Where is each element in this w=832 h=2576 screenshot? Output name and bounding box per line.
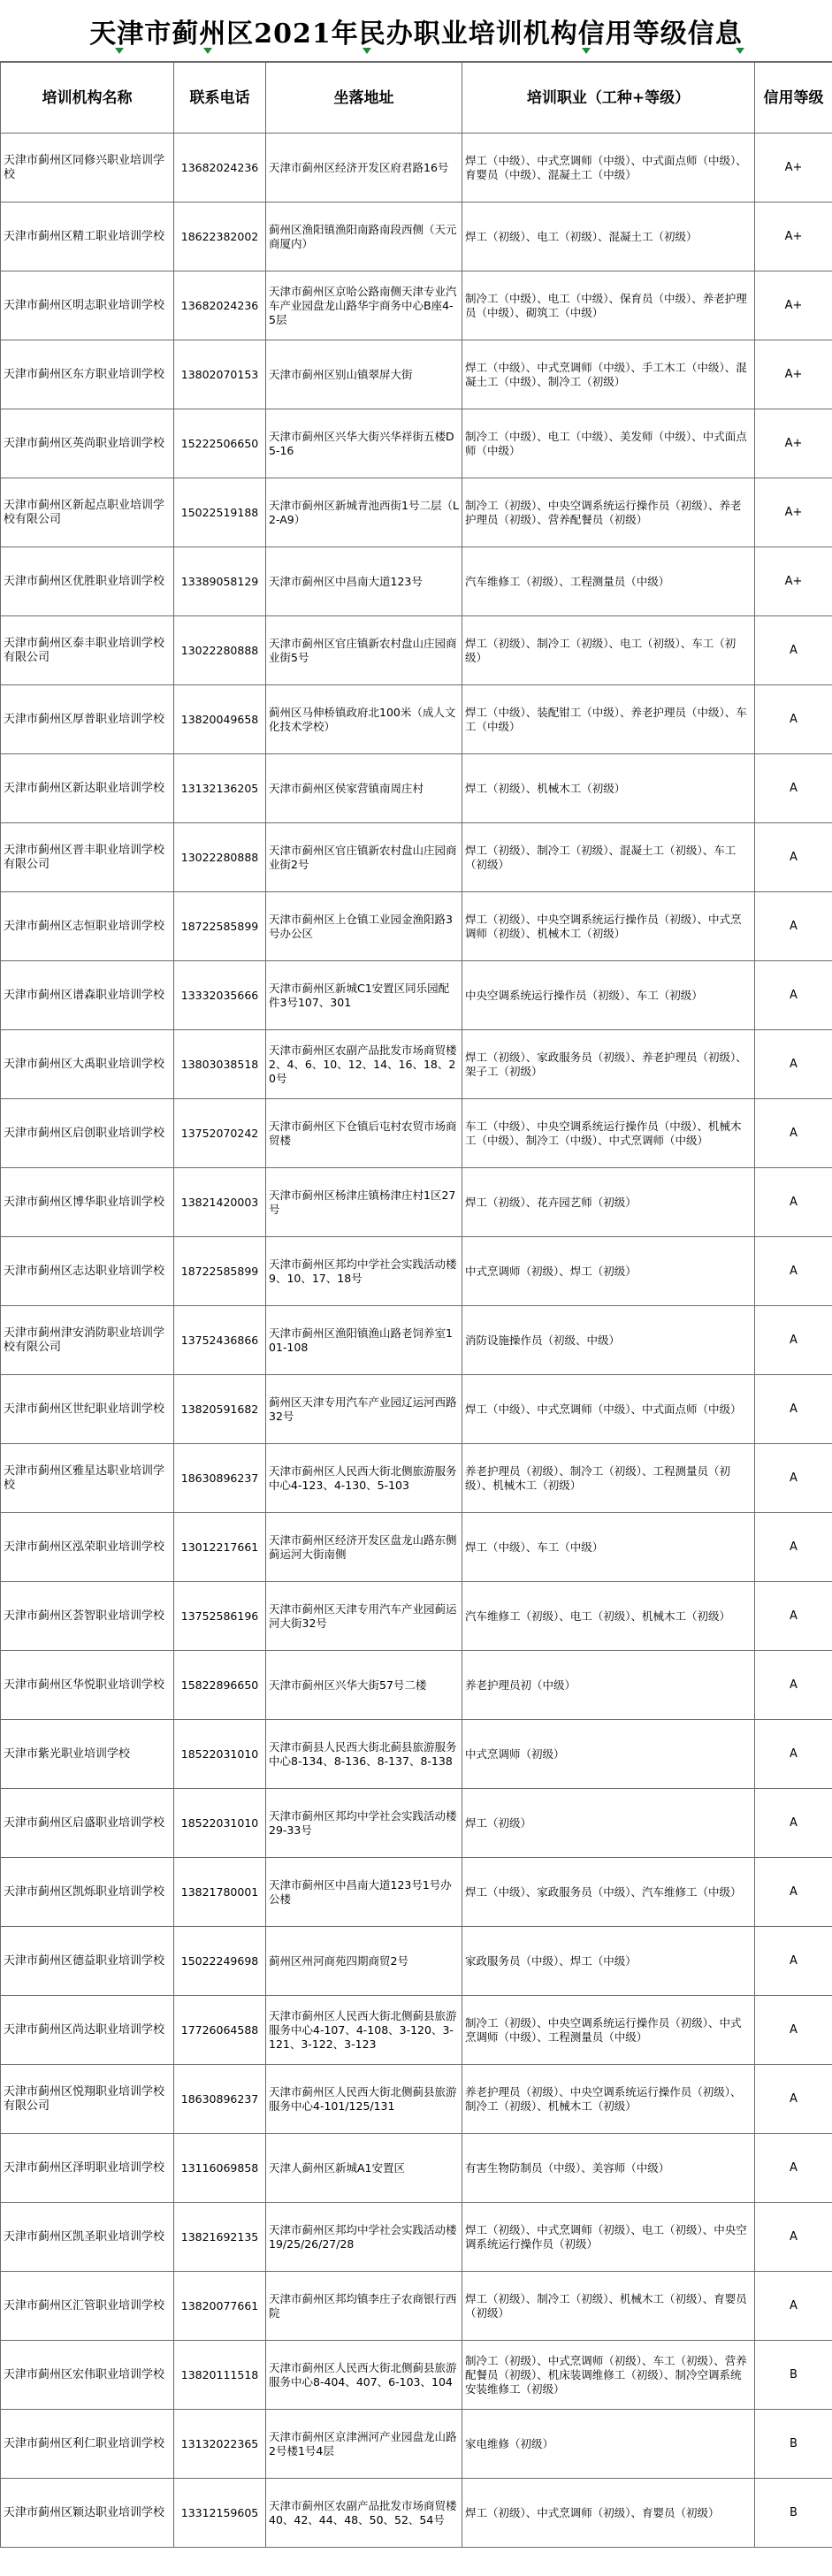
table-row bbox=[1, 1582, 832, 1651]
cell-phone[interactable]: 13022280888 bbox=[174, 616, 266, 685]
table-row bbox=[1, 134, 832, 203]
cell-grade[interactable]: A bbox=[755, 1444, 832, 1513]
cell-grade[interactable]: A+ bbox=[755, 547, 832, 616]
header-jobs[interactable]: 培训职业（工种+等级） bbox=[462, 63, 755, 134]
cell-phone[interactable]: 13389058129 bbox=[174, 547, 266, 616]
cell-phone[interactable]: 13682024236 bbox=[174, 134, 266, 203]
cell-address[interactable]: 蓟州区马伸桥镇政府北100米（成人文化技术学校） bbox=[266, 685, 462, 754]
cell-name[interactable]: 天津市蓟州区泓荣职业培训学校 bbox=[1, 1513, 174, 1582]
sheet-title bbox=[0, 0, 832, 62]
cell-address[interactable]: 天津市蓟州区人民西大街北侧旅游服务中心4-123、4-130、5-103 bbox=[266, 1444, 462, 1513]
cell-jobs[interactable]: 制冷工（初级）、中央空调系统运行操作员（初级）、养老护理员（初级）、营养配餐员（初级） bbox=[462, 478, 755, 547]
cell-name[interactable]: 天津市蓟州区谱森职业培训学校 bbox=[1, 961, 174, 1030]
cell-jobs[interactable]: 焊工（初级）、制冷工（初级）、机械木工（初级）、育婴员（初级） bbox=[462, 2272, 755, 2341]
cell-phone[interactable]: 18722585899 bbox=[174, 1237, 266, 1306]
cell-phone[interactable]: 17726064588 bbox=[174, 1996, 266, 2065]
table-row bbox=[1, 1375, 832, 1444]
cell-jobs[interactable]: 焊工（中级）、中式烹调师（中级）、手工木工（中级）、混凝土工（中级）、制冷工（初级） bbox=[462, 340, 755, 409]
cell-phone[interactable]: 15022249698 bbox=[174, 1927, 266, 1996]
cell-jobs[interactable]: 焊工（初级）、中式烹调师（初级）、电工（初级）、中央空调系统运行操作员（初级） bbox=[462, 2203, 755, 2272]
table-row bbox=[1, 2272, 832, 2341]
cell-phone[interactable]: 13802070153 bbox=[174, 340, 266, 409]
cell-grade[interactable]: A+ bbox=[755, 340, 832, 409]
cell-jobs[interactable]: 焊工（中级）、车工（中级） bbox=[462, 1513, 755, 1582]
cell-jobs[interactable]: 汽车维修工（初级）、电工（初级）、机械木工（初级） bbox=[462, 1582, 755, 1651]
cell-address[interactable]: 天津市蓟州区经济开发区府君路16号 bbox=[266, 134, 462, 203]
cell-phone[interactable]: 13803038518 bbox=[174, 1030, 266, 1099]
cell-phone[interactable]: 13332035666 bbox=[174, 961, 266, 1030]
header-grade[interactable]: 信用等级 bbox=[755, 63, 832, 134]
cell-address[interactable]: 蓟州区天津专用汽车产业园辽运河西路32号 bbox=[266, 1375, 462, 1444]
cell-jobs[interactable]: 中式烹调师（初级）、焊工（初级） bbox=[462, 1237, 755, 1306]
cell-address[interactable]: 天津市蓟州区邦均中学社会实践活动楼29-33号 bbox=[266, 1789, 462, 1858]
cell-name[interactable]: 天津市蓟州区泰丰职业培训学校有限公司 bbox=[1, 616, 174, 685]
cell-grade[interactable]: A bbox=[755, 1306, 832, 1375]
cell-address[interactable]: 蓟州区渔阳镇渔阳南路南段西侧（天元商厦内） bbox=[266, 203, 462, 271]
cell-jobs[interactable]: 汽车维修工（初级）、工程测量员（中级） bbox=[462, 547, 755, 616]
cell-jobs[interactable]: 焊工（初级）、制冷工（初级）、电工（初级）、车工（初级） bbox=[462, 616, 755, 685]
cell-phone[interactable]: 13682024236 bbox=[174, 271, 266, 340]
cell-grade[interactable]: A bbox=[755, 1513, 832, 1582]
cell-grade[interactable]: A bbox=[755, 892, 832, 961]
cell-phone[interactable]: 13132136205 bbox=[174, 754, 266, 823]
cell-address[interactable]: 天津市蓟州区农副产品批发市场商贸楼2、4、6、10、12、14、16、18、20号 bbox=[266, 1030, 462, 1099]
cell-phone[interactable]: 18522031010 bbox=[174, 1720, 266, 1789]
cell-jobs[interactable]: 焊工（初级） bbox=[462, 1789, 755, 1858]
cell-address[interactable]: 天津市蓟州区人民西大街北侧蓟县旅游服务中心4-101/125/131 bbox=[266, 2065, 462, 2134]
cell-jobs[interactable]: 中式烹调师（初级） bbox=[462, 1720, 755, 1789]
institution-table bbox=[0, 62, 832, 2548]
table-row bbox=[1, 1168, 832, 1237]
cell-name[interactable]: 天津市蓟州区荟智职业培训学校 bbox=[1, 1582, 174, 1651]
cell-name[interactable]: 天津市蓟州区凯烁职业培训学校 bbox=[1, 1858, 174, 1927]
cell-name[interactable]: 天津市蓟州区启创职业培训学校 bbox=[1, 1099, 174, 1168]
cell-address[interactable]: 天津市蓟州区新城青池西街1号二层（L2-A9） bbox=[266, 478, 462, 547]
cell-jobs[interactable]: 家电维修（初级） bbox=[462, 2410, 755, 2479]
table-row bbox=[1, 1237, 832, 1306]
cell-jobs[interactable]: 家政服务员（中级）、焊工（中级） bbox=[462, 1927, 755, 1996]
cell-name[interactable]: 天津市蓟州区世纪职业培训学校 bbox=[1, 1375, 174, 1444]
cell-grade[interactable]: A+ bbox=[755, 409, 832, 478]
cell-jobs[interactable]: 焊工（初级）、中央空调系统运行操作员（初级）、中式烹调师（初级）、机械木工（初级） bbox=[462, 892, 755, 961]
table-row bbox=[1, 2134, 832, 2203]
cell-phone[interactable]: 13820111518 bbox=[174, 2341, 266, 2410]
cell-phone[interactable]: 13820077661 bbox=[174, 2272, 266, 2341]
cell-grade[interactable]: B bbox=[755, 2479, 832, 2548]
cell-address[interactable]: 天津市蓟州区别山镇翠屏大街 bbox=[266, 340, 462, 409]
cell-address[interactable]: 蓟州区州河商苑四期商贸2号 bbox=[266, 1927, 462, 1996]
cell-jobs[interactable]: 制冷工（初级）、中式烹调师（初级）、车工（初级）、营养配餐员（初级）、机床装调维修工（初级）、制冷空调系统安装维修工（初级） bbox=[462, 2341, 755, 2410]
cell-jobs[interactable]: 制冷工（中级）、电工（中级）、保育员（中级）、养老护理员（中级）、砌筑工（中级） bbox=[462, 271, 755, 340]
cell-phone[interactable]: 18622382002 bbox=[174, 203, 266, 271]
cell-address[interactable]: 天津市蓟州区上仓镇工业园金渔阳路3号办公区 bbox=[266, 892, 462, 961]
cell-phone[interactable]: 13821780001 bbox=[174, 1858, 266, 1927]
header-name[interactable]: 培训机构名称 bbox=[1, 63, 174, 134]
cell-address[interactable]: 天津市蓟州区杨津庄镇杨津庄村1区27号 bbox=[266, 1168, 462, 1237]
cell-grade[interactable]: A bbox=[755, 1582, 832, 1651]
filter-arrow-icon[interactable] bbox=[736, 48, 744, 54]
cell-jobs[interactable]: 焊工（初级）、制冷工（初级）、混凝土工（初级）、车工（初级） bbox=[462, 823, 755, 892]
cell-grade[interactable]: A bbox=[755, 2203, 832, 2272]
cell-name[interactable]: 天津市蓟州区启盛职业培训学校 bbox=[1, 1789, 174, 1858]
cell-jobs[interactable]: 焊工（初级）、机械木工（初级） bbox=[462, 754, 755, 823]
cell-name[interactable]: 天津市蓟州区泽明职业培训学校 bbox=[1, 2134, 174, 2203]
cell-name[interactable]: 天津市蓟州区悦翔职业培训学校有限公司 bbox=[1, 2065, 174, 2134]
cell-name[interactable]: 天津市蓟州区颖达职业培训学校 bbox=[1, 2479, 174, 2548]
cell-name[interactable]: 天津市蓟州区英尚职业培训学校 bbox=[1, 409, 174, 478]
cell-grade[interactable]: A+ bbox=[755, 134, 832, 203]
table-row bbox=[1, 1927, 832, 1996]
cell-grade[interactable]: A bbox=[755, 823, 832, 892]
cell-jobs[interactable]: 养老护理员（初级）、制冷工（初级）、工程测量员（初级）、机械木工（初级） bbox=[462, 1444, 755, 1513]
cell-grade[interactable]: A bbox=[755, 961, 832, 1030]
cell-phone[interactable]: 13821420003 bbox=[174, 1168, 266, 1237]
cell-name[interactable]: 天津市蓟州津安消防职业培训学校有限公司 bbox=[1, 1306, 174, 1375]
table-row bbox=[1, 2065, 832, 2134]
cell-grade[interactable]: A bbox=[755, 1927, 832, 1996]
cell-address[interactable]: 天津市蓟州区新城C1安置区同乐园配件3号107、301 bbox=[266, 961, 462, 1030]
cell-phone[interactable]: 18630896237 bbox=[174, 2065, 266, 2134]
cell-address[interactable]: 天津市蓟州区天津专用汽车产业园蓟运河大街32号 bbox=[266, 1582, 462, 1651]
header-address[interactable]: 坐落地址 bbox=[266, 63, 462, 134]
cell-jobs[interactable]: 焊工（中级）、装配钳工（中级）、养老护理员（中级）、车工（中级） bbox=[462, 685, 755, 754]
cell-jobs[interactable]: 焊工（中级）、中式烹调师（中级）、中式面点师（中级） bbox=[462, 1375, 755, 1444]
cell-address[interactable]: 天津市蓟州区官庄镇新农村盘山庄园商业街2号 bbox=[266, 823, 462, 892]
cell-address[interactable]: 天津市蓟州区侯家营镇南周庄村 bbox=[266, 754, 462, 823]
cell-grade[interactable]: A bbox=[755, 2272, 832, 2341]
table-row bbox=[1, 2410, 832, 2479]
cell-grade[interactable]: A bbox=[755, 1030, 832, 1099]
table-body bbox=[1, 134, 832, 2548]
table-row bbox=[1, 1513, 832, 1582]
cell-grade[interactable]: A bbox=[755, 1996, 832, 2065]
header-row bbox=[1, 63, 832, 134]
cell-phone[interactable]: 15222506650 bbox=[174, 409, 266, 478]
cell-name[interactable]: 天津市蓟州区宏伟职业培训学校 bbox=[1, 2341, 174, 2410]
filter-arrow-icon[interactable] bbox=[363, 48, 371, 54]
table-row bbox=[1, 1858, 832, 1927]
cell-address[interactable]: 天津市蓟州区京津洲河产业园盘龙山路2号楼1号4层 bbox=[266, 2410, 462, 2479]
cell-phone[interactable]: 13312159605 bbox=[174, 2479, 266, 2548]
cell-grade[interactable]: A bbox=[755, 1789, 832, 1858]
table-row bbox=[1, 2203, 832, 2272]
cell-address[interactable]: 天津市蓟县人民西大街北蓟县旅游服务中心8-134、8-136、8-137、8-138 bbox=[266, 1720, 462, 1789]
cell-phone[interactable]: 13012217661 bbox=[174, 1513, 266, 1582]
cell-address[interactable]: 天津市蓟州区兴华大街57号二楼 bbox=[266, 1651, 462, 1720]
cell-jobs[interactable]: 养老护理员（初级）、中央空调系统运行操作员（初级）、制冷工（初级）、机械木工（初级） bbox=[462, 2065, 755, 2134]
cell-name[interactable]: 天津市蓟州区华悦职业培训学校 bbox=[1, 1651, 174, 1720]
cell-address[interactable]: 天津市蓟州区下仓镇后屯村农贸市场商贸楼 bbox=[266, 1099, 462, 1168]
cell-name[interactable]: 天津市蓟州区雅星达职业培训学校 bbox=[1, 1444, 174, 1513]
cell-phone[interactable]: 13752070242 bbox=[174, 1099, 266, 1168]
cell-name[interactable]: 天津市蓟州区大禹职业培训学校 bbox=[1, 1030, 174, 1099]
table-row bbox=[1, 823, 832, 892]
cell-phone[interactable]: 13752586196 bbox=[174, 1582, 266, 1651]
cell-phone[interactable]: 13820591682 bbox=[174, 1375, 266, 1444]
cell-name[interactable]: 天津市紫光职业培训学校 bbox=[1, 1720, 174, 1789]
cell-address[interactable]: 天津市蓟州区农副产品批发市场商贸楼40、42、44、48、50、52、54号 bbox=[266, 2479, 462, 2548]
cell-jobs[interactable]: 焊工（初级）、电工（初级）、混凝土工（初级） bbox=[462, 203, 755, 271]
cell-name[interactable]: 天津市蓟州区新起点职业培训学校有限公司 bbox=[1, 478, 174, 547]
table-row bbox=[1, 1789, 832, 1858]
cell-grade[interactable]: A bbox=[755, 1168, 832, 1237]
cell-phone[interactable]: 13820049658 bbox=[174, 685, 266, 754]
cell-phone[interactable]: 13022280888 bbox=[174, 823, 266, 892]
filter-arrow-icon[interactable] bbox=[582, 48, 591, 54]
cell-name[interactable]: 天津市蓟州区优胜职业培训学校 bbox=[1, 547, 174, 616]
cell-name[interactable]: 天津市蓟州区晋丰职业培训学校有限公司 bbox=[1, 823, 174, 892]
table-row bbox=[1, 2341, 832, 2410]
cell-name[interactable]: 天津市蓟州区凯圣职业培训学校 bbox=[1, 2203, 174, 2272]
table-row bbox=[1, 271, 832, 340]
table-row bbox=[1, 1651, 832, 1720]
cell-jobs[interactable]: 消防设施操作员（初级、中级） bbox=[462, 1306, 755, 1375]
table-row bbox=[1, 409, 832, 478]
cell-grade[interactable]: A+ bbox=[755, 271, 832, 340]
cell-address[interactable]: 天津市蓟州区邦均镇李庄子农商银行西院 bbox=[266, 2272, 462, 2341]
table-row bbox=[1, 961, 832, 1030]
table-row bbox=[1, 754, 832, 823]
cell-grade[interactable]: A bbox=[755, 2065, 832, 2134]
cell-grade[interactable]: A+ bbox=[755, 478, 832, 547]
table-row bbox=[1, 1306, 832, 1375]
cell-address[interactable]: 天津市蓟州区渔阳镇渔山路老饲养室101-108 bbox=[266, 1306, 462, 1375]
table-row bbox=[1, 478, 832, 547]
table-row bbox=[1, 203, 832, 271]
sheet-title-text: 天津市蓟州区2021年民办职业培训机构信用等级信息 bbox=[89, 18, 743, 50]
table-row bbox=[1, 685, 832, 754]
cell-grade[interactable]: A+ bbox=[755, 203, 832, 271]
cell-phone[interactable]: 13752436866 bbox=[174, 1306, 266, 1375]
cell-phone[interactable]: 13821692135 bbox=[174, 2203, 266, 2272]
cell-name[interactable]: 天津市蓟州区明志职业培训学校 bbox=[1, 271, 174, 340]
cell-grade[interactable]: A bbox=[755, 685, 832, 754]
cell-address[interactable]: 天津人蓟州区新城A1安置区 bbox=[266, 2134, 462, 2203]
cell-jobs[interactable]: 有害生物防制员（中级）、美容师（中级） bbox=[462, 2134, 755, 2203]
cell-name[interactable]: 天津市蓟州区志达职业培训学校 bbox=[1, 1237, 174, 1306]
cell-grade[interactable]: B bbox=[755, 2410, 832, 2479]
cell-jobs[interactable]: 焊工（初级）、中式烹调师（初级）、育婴员（初级） bbox=[462, 2479, 755, 2548]
cell-address[interactable]: 天津市蓟州区人民西大街北侧蓟县旅游服务中心4-107、4-108、3-120、3-121、3-122、3-123 bbox=[266, 1996, 462, 2065]
table-row bbox=[1, 1030, 832, 1099]
cell-grade[interactable]: A bbox=[755, 754, 832, 823]
cell-address[interactable]: 天津市蓟州区邦均中学社会实践活动楼19/25/26/27/28 bbox=[266, 2203, 462, 2272]
table-row bbox=[1, 1996, 832, 2065]
header-phone[interactable]: 联系电话 bbox=[174, 63, 266, 134]
cell-name[interactable]: 天津市蓟州区利仁职业培训学校 bbox=[1, 2410, 174, 2479]
cell-address[interactable]: 天津市蓟州区中昌南大道123号 bbox=[266, 547, 462, 616]
cell-phone[interactable]: 18522031010 bbox=[174, 1789, 266, 1858]
filter-arrow-icon[interactable] bbox=[203, 48, 212, 54]
table-row bbox=[1, 2479, 832, 2548]
cell-jobs[interactable]: 养老护理员初（中级） bbox=[462, 1651, 755, 1720]
cell-grade[interactable]: A bbox=[755, 1099, 832, 1168]
cell-phone[interactable]: 13132022365 bbox=[174, 2410, 266, 2479]
cell-phone[interactable]: 18630896237 bbox=[174, 1444, 266, 1513]
table-row bbox=[1, 340, 832, 409]
cell-jobs[interactable]: 焊工（中级）、中式烹调师（中级）、中式面点师（中级）、育婴员（中级）、混凝土工（中级） bbox=[462, 134, 755, 203]
cell-name[interactable]: 天津市蓟州区新达职业培训学校 bbox=[1, 754, 174, 823]
cell-jobs[interactable]: 制冷工（初级）、中央空调系统运行操作员（初级）、中式烹调师（中级）、工程测量员（中级） bbox=[462, 1996, 755, 2065]
cell-address[interactable]: 天津市蓟州区京哈公路南侧天津专业汽车产业园盘龙山路华宇商务中心B座4-5层 bbox=[266, 271, 462, 340]
cell-grade[interactable]: A bbox=[755, 1720, 832, 1789]
cell-address[interactable]: 天津市蓟州区人民西大街北侧蓟县旅游服务中心8-404、407、6-103、104 bbox=[266, 2341, 462, 2410]
cell-jobs[interactable]: 制冷工（中级）、电工（中级）、美发师（中级）、中式面点师（中级） bbox=[462, 409, 755, 478]
cell-jobs[interactable]: 焊工（初级）、花卉园艺师（初级） bbox=[462, 1168, 755, 1237]
table-row bbox=[1, 616, 832, 685]
cell-jobs[interactable]: 焊工（初级）、家政服务员（初级）、养老护理员（初级）、架子工（初级） bbox=[462, 1030, 755, 1099]
cell-grade[interactable]: A bbox=[755, 1651, 832, 1720]
table-row bbox=[1, 1099, 832, 1168]
cell-name[interactable]: 天津市蓟州区厚普职业培训学校 bbox=[1, 685, 174, 754]
cell-grade[interactable]: A bbox=[755, 1375, 832, 1444]
table-row bbox=[1, 1720, 832, 1789]
cell-phone[interactable]: 15022519188 bbox=[174, 478, 266, 547]
cell-name[interactable]: 天津市蓟州区德益职业培训学校 bbox=[1, 1927, 174, 1996]
cell-grade[interactable]: B bbox=[755, 2341, 832, 2410]
cell-address[interactable]: 天津市蓟州区官庄镇新农村盘山庄园商业街5号 bbox=[266, 616, 462, 685]
cell-grade[interactable]: A bbox=[755, 1858, 832, 1927]
cell-address[interactable]: 天津市蓟州区中昌南大道123号1号办公楼 bbox=[266, 1858, 462, 1927]
cell-name[interactable]: 天津市蓟州区汇管职业培训学校 bbox=[1, 2272, 174, 2341]
cell-name[interactable]: 天津市蓟州区博华职业培训学校 bbox=[1, 1168, 174, 1237]
filter-arrow-icon[interactable] bbox=[115, 48, 124, 54]
cell-phone[interactable]: 13116069858 bbox=[174, 2134, 266, 2203]
table-row bbox=[1, 892, 832, 961]
cell-jobs[interactable]: 中央空调系统运行操作员（初级）、车工（初级） bbox=[462, 961, 755, 1030]
cell-name[interactable]: 天津市蓟州区尚达职业培训学校 bbox=[1, 1996, 174, 2065]
cell-grade[interactable]: A bbox=[755, 2134, 832, 2203]
cell-jobs[interactable]: 焊工（中级）、家政服务员（中级）、汽车维修工（中级） bbox=[462, 1858, 755, 1927]
cell-name[interactable]: 天津市蓟州区志恒职业培训学校 bbox=[1, 892, 174, 961]
cell-jobs[interactable]: 车工（中级）、中央空调系统运行操作员（中级）、机械木工（中级）、制冷工（中级）、中式烹调师（中级） bbox=[462, 1099, 755, 1168]
cell-address[interactable]: 天津市蓟州区邦均中学社会实践活动楼9、10、17、18号 bbox=[266, 1237, 462, 1306]
cell-name[interactable]: 天津市蓟州区东方职业培训学校 bbox=[1, 340, 174, 409]
table-row bbox=[1, 547, 832, 616]
cell-grade[interactable]: A bbox=[755, 616, 832, 685]
cell-grade[interactable]: A bbox=[755, 1237, 832, 1306]
cell-name[interactable]: 天津市蓟州区精工职业培训学校 bbox=[1, 203, 174, 271]
cell-phone[interactable]: 15822896650 bbox=[174, 1651, 266, 1720]
table-row bbox=[1, 1444, 832, 1513]
cell-phone[interactable]: 18722585899 bbox=[174, 892, 266, 961]
cell-address[interactable]: 天津市蓟州区经济开发区盘龙山路东侧蓟运河大街南侧 bbox=[266, 1513, 462, 1582]
cell-address[interactable]: 天津市蓟州区兴华大街兴华祥街五楼D5-16 bbox=[266, 409, 462, 478]
cell-name[interactable]: 天津市蓟州区同修兴职业培训学校 bbox=[1, 134, 174, 203]
